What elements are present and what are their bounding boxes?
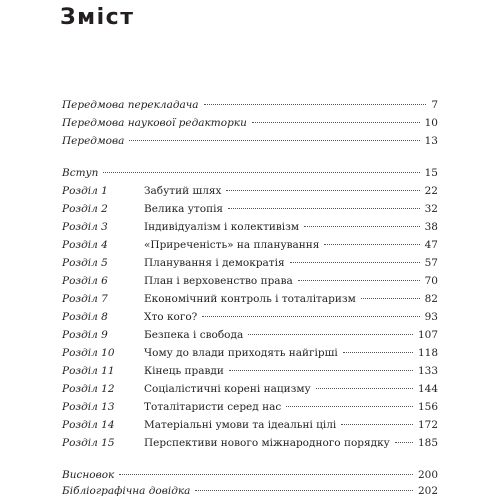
toc-entry-chapter-7[interactable] — [62, 290, 438, 308]
dot-leader — [229, 370, 413, 371]
toc-entry-preface[interactable] — [62, 132, 438, 150]
entry-page-number: 93 — [424, 311, 438, 323]
chapter-title: Економічний контроль і тоталітаризм — [144, 293, 356, 305]
entry-page-number: 15 — [424, 167, 438, 179]
toc-entry-chapter-1[interactable] — [62, 182, 438, 200]
toc-entry-editor-preface[interactable] — [62, 114, 438, 132]
chapter-title: Індивідуалізм і колективізм — [144, 221, 300, 233]
chapter-title: Велика утопія — [144, 203, 224, 215]
dot-leader — [119, 474, 413, 475]
dot-leader — [226, 190, 419, 191]
entry-label: Передмова — [62, 135, 125, 147]
chapter-title: «Приреченість» на планування — [144, 239, 320, 251]
dot-leader — [324, 244, 419, 245]
dot-leader — [252, 122, 420, 123]
chapter-label: Розділ 4 — [62, 239, 108, 251]
chapter-label: Розділ 1 — [62, 185, 108, 197]
entry-page-number: 70 — [424, 275, 438, 287]
chapter-label: Розділ 9 — [62, 329, 108, 341]
entry-page-number: 13 — [424, 135, 438, 147]
toc-entry-chapter-12[interactable] — [62, 380, 438, 398]
toc-entry-chapter-4[interactable] — [62, 236, 438, 254]
chapter-label: Розділ 13 — [62, 401, 115, 413]
chapter-label: Розділ 2 — [62, 203, 108, 215]
dot-leader — [343, 352, 413, 353]
chapter-title: План і верховенство права — [144, 275, 293, 287]
dot-leader — [286, 406, 413, 407]
entry-label: Бібліографічна довідка — [62, 485, 191, 497]
dot-leader — [298, 280, 420, 281]
chapter-title: Безпека і свобода — [144, 329, 244, 341]
entry-page-number: 200 — [417, 469, 438, 481]
entry-page-number: 202 — [417, 485, 438, 497]
entry-page-number: 22 — [424, 185, 438, 197]
toc-entry-chapter-5[interactable] — [62, 254, 438, 272]
toc-entry-chapter-11[interactable] — [62, 362, 438, 380]
toc-entry-chapter-3[interactable] — [62, 218, 438, 236]
chapter-title: Матеріальні умови та ідеальні цілі — [144, 419, 337, 431]
chapter-title: Тоталітаристи серед нас — [144, 401, 282, 413]
chapter-label: Розділ 7 — [62, 293, 108, 305]
chapter-label: Розділ 8 — [62, 311, 108, 323]
toc-entry-chapter-8[interactable] — [62, 308, 438, 326]
chapter-title: Забутий шлях — [144, 185, 222, 197]
entry-page-number: 82 — [424, 293, 438, 305]
dot-leader — [202, 316, 419, 317]
entry-page-number: 172 — [417, 419, 438, 431]
chapter-label: Розділ 3 — [62, 221, 108, 233]
dot-leader — [290, 262, 420, 263]
toc-entry-chapter-2[interactable] — [62, 200, 438, 218]
entry-page-number: 156 — [417, 401, 438, 413]
dot-leader — [341, 424, 413, 425]
dot-leader — [248, 334, 413, 335]
toc-entry-bibliography[interactable] — [62, 482, 438, 500]
chapter-label: Розділ 14 — [62, 419, 115, 431]
entry-page-number: 185 — [417, 437, 438, 449]
dot-leader — [395, 442, 413, 443]
dot-leader — [228, 208, 420, 209]
chapter-label: Розділ 15 — [62, 437, 115, 449]
page-title: Зміст — [60, 5, 135, 30]
chapter-label: Розділ 6 — [62, 275, 108, 287]
entry-page-number: 144 — [417, 383, 438, 395]
toc-entry-chapter-10[interactable] — [62, 344, 438, 362]
toc-entry-chapter-6[interactable] — [62, 272, 438, 290]
entry-page-number: 32 — [424, 203, 438, 215]
toc-entry-chapter-15[interactable] — [62, 434, 438, 452]
dot-leader — [316, 388, 413, 389]
chapter-title: Чому до влади приходять найгірші — [144, 347, 338, 359]
entry-page-number: 38 — [424, 221, 438, 233]
entry-page-number: 107 — [417, 329, 438, 341]
chapter-label: Розділ 12 — [62, 383, 115, 395]
chapter-title: Кінець правди — [144, 365, 224, 377]
chapter-label: Розділ 5 — [62, 257, 108, 269]
entry-page-number: 118 — [417, 347, 438, 359]
chapter-title: Перспективи нового міжнародного порядку — [144, 437, 390, 449]
dot-leader — [195, 490, 413, 491]
toc-entry-chapter-13[interactable] — [62, 398, 438, 416]
toc-entry-chapter-14[interactable] — [62, 416, 438, 434]
entry-label: Передмова наукової редакторки — [62, 117, 247, 129]
chapter-label: Розділ 11 — [62, 365, 115, 377]
chapter-title: Планування і демократія — [144, 257, 285, 269]
entry-label: Висновок — [62, 469, 115, 481]
dot-leader — [129, 140, 419, 141]
dot-leader — [103, 172, 419, 173]
dot-leader — [361, 298, 420, 299]
entry-label: Передмова перекладача — [62, 99, 199, 111]
chapter-title: Соціалістичні корені нацизму — [144, 383, 311, 395]
entry-page-number: 10 — [424, 117, 438, 129]
entry-page-number: 47 — [424, 239, 438, 251]
entry-page-number: 133 — [417, 365, 438, 377]
entry-page-number: 57 — [424, 257, 438, 269]
dot-leader — [204, 104, 427, 105]
toc-entry-introduction[interactable] — [62, 164, 438, 182]
entry-label: Вступ — [62, 167, 99, 179]
dot-leader — [304, 226, 420, 227]
toc-entry-chapter-9[interactable] — [62, 326, 438, 344]
chapter-title: Хто кого? — [144, 311, 198, 323]
chapter-label: Розділ 10 — [62, 347, 115, 359]
toc-entry-translator-preface[interactable] — [62, 96, 438, 114]
entry-page-number: 7 — [431, 99, 438, 111]
